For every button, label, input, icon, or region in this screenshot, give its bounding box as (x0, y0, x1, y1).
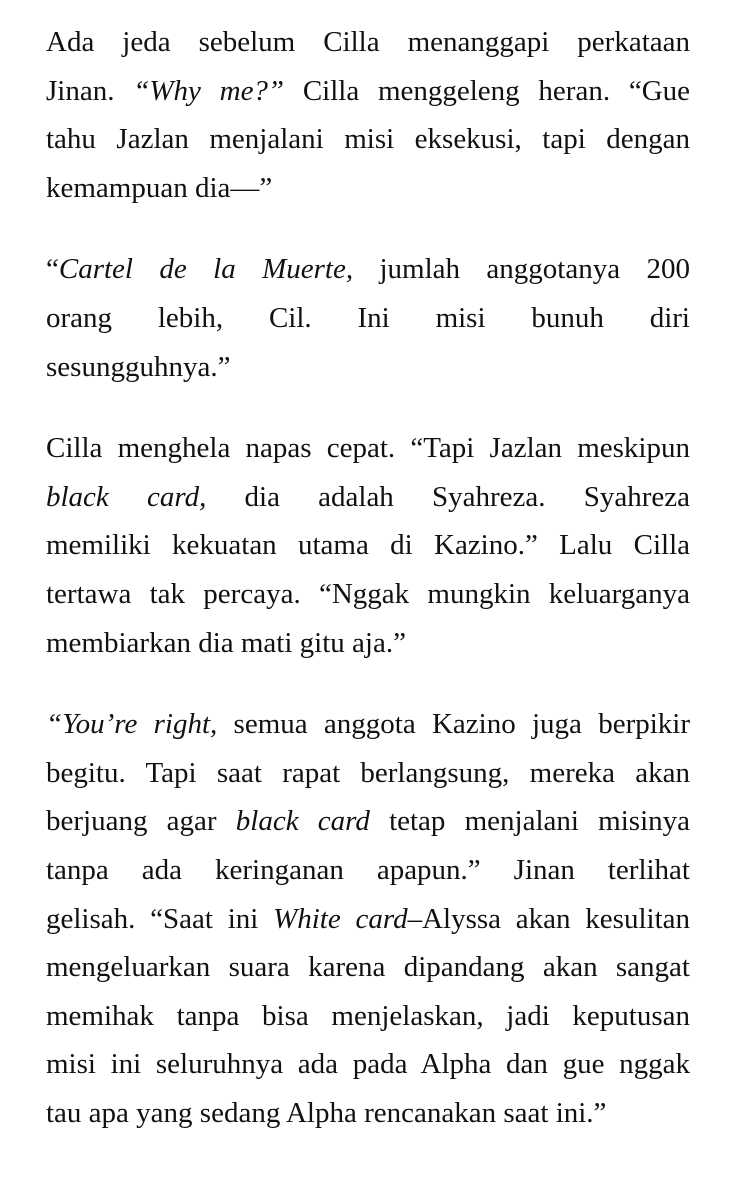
text-run: dia adalah Syahreza. Syahreza (206, 480, 690, 513)
text-run: orang lebih, Cil. Ini misi bunuh diri (46, 301, 690, 334)
text-line (46, 700, 690, 749)
text-line (46, 846, 690, 895)
text-line (46, 473, 690, 522)
paragraph (46, 18, 690, 212)
text-run: –Alyssa akan kesulitan (407, 902, 691, 935)
text-line (46, 115, 690, 164)
paragraph (46, 424, 690, 667)
text-line (46, 570, 690, 619)
text-line (46, 164, 690, 213)
text-line (46, 424, 690, 473)
text-run: memiliki kekuatan utama di Kazino.” Lalu Cilla (46, 529, 690, 562)
italic-text: White card (273, 902, 408, 935)
text-line (46, 797, 690, 846)
text-run: Cilla menggeleng heran. “Gue (284, 74, 691, 107)
paragraph (46, 700, 690, 1137)
text-line (46, 749, 690, 798)
text-run: membiarkan dia mati gitu aja.” (46, 626, 406, 659)
text-run: tahu Jazlan menjalani misi eksekusi, tapi dengan (46, 123, 690, 156)
text-run: berjuang agar (46, 805, 236, 838)
text-run: Jinan. (46, 74, 134, 107)
text-run: sesungguhnya.” (46, 350, 231, 383)
text-line (46, 18, 690, 67)
text-run: mengeluarkan suara karena dipandang akan sangat (46, 951, 690, 984)
text-line (46, 67, 690, 116)
text-line (46, 619, 690, 668)
italic-text: black card (235, 805, 370, 838)
text-line (46, 1089, 690, 1138)
text-run: misi ini seluruhnya ada pada Alpha dan gue nggak (46, 1048, 690, 1081)
text-run: tanpa ada keringanan apapun.” Jinan terlihat (46, 853, 690, 886)
text-run: tertawa tak percaya. “Nggak mungkin keluarganya (46, 577, 690, 610)
story-text (46, 18, 690, 1137)
text-run: jumlah anggotanya 200 (353, 253, 690, 286)
text-run: begitu. Tapi saat rapat berlangsung, mereka akan (46, 756, 690, 789)
text-run: tau apa yang sedang Alpha rencanakan saat ini.” (46, 1096, 607, 1129)
text-run: gelisah. “Saat ini (46, 902, 274, 935)
text-line (46, 245, 690, 294)
italic-text: Cartel de la Muerte, (58, 253, 354, 286)
document-page (46, 18, 690, 1170)
text-line (46, 343, 690, 392)
text-run: kemampuan dia—” (46, 171, 273, 204)
italic-text: “Why me?” (133, 74, 285, 107)
text-run: “ (46, 253, 59, 286)
text-run: Cilla menghela napas cepat. “Tapi Jazlan meskipun (46, 432, 690, 465)
paragraph (46, 245, 690, 391)
text-line (46, 992, 690, 1041)
text-line (46, 943, 690, 992)
text-run: Ada jeda sebelum Cilla menanggapi perkataan (46, 26, 690, 58)
text-run: memihak tanpa bisa menjelaskan, jadi keputusan (46, 999, 690, 1032)
text-run: semua anggota Kazino juga berpikir (217, 708, 691, 741)
italic-text: “You’re right, (46, 708, 218, 741)
text-line (46, 1040, 690, 1089)
text-line (46, 294, 690, 343)
text-line (46, 895, 690, 944)
text-line (46, 521, 690, 570)
italic-text: black card, (46, 480, 207, 513)
text-run: tetap menjalani misinya (369, 805, 690, 838)
